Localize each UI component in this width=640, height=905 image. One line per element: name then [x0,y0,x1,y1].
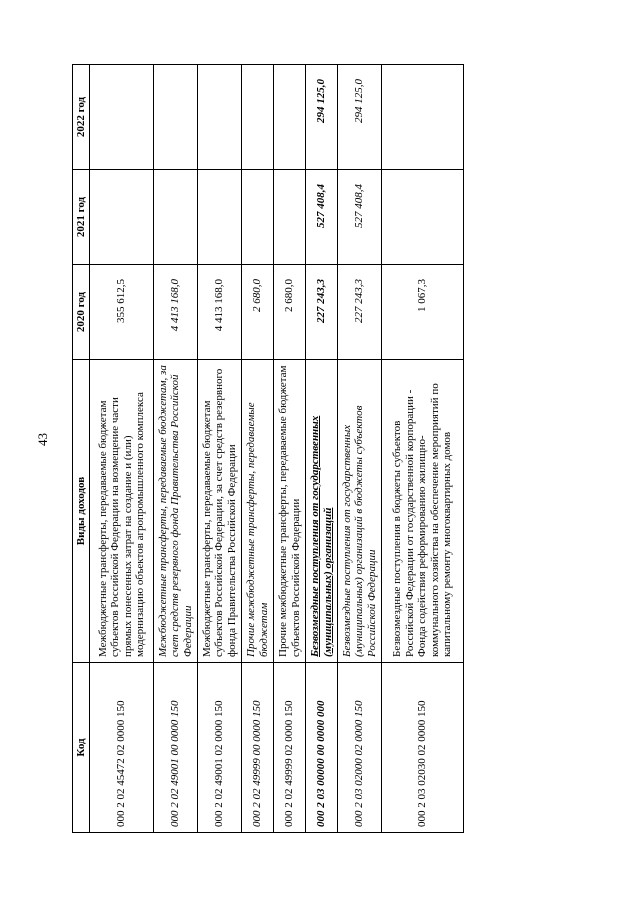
cell-2020: 2 680,0 [274,265,306,360]
cell-2020: 227 243,3 [338,265,382,360]
page-number: 43 [35,433,50,446]
table-header-row [73,65,90,833]
cell-name: Межбюджетные трансферты, передаваемые бюджетам субъектов Российской Федерации, за счет средств резервного фонда Правительства Российской Федерации [198,360,242,663]
table-row [154,65,198,833]
cell-code: 000 2 02 49001 00 0000 150 [154,663,198,833]
revenue-table [72,64,464,833]
revenue-table-container [72,65,463,833]
cell-2022: 294 125,0 [338,65,382,170]
cell-2021 [154,170,198,265]
table-row [90,65,154,833]
cell-name: Безвозмездные поступления от государственных (муниципальных) организаций в бюджеты субъектов Российской Федерации [338,360,382,663]
cell-2022 [198,65,242,170]
header-code: Код [73,663,90,833]
table-row [242,65,274,833]
cell-2021: 527 408,4 [306,170,338,265]
cell-name: Прочие межбюджетные трансферты, передаваемые бюджетам субъектов Российской Федерации [274,360,306,663]
cell-2020: 2 680,0 [242,265,274,360]
table-row [306,65,338,833]
cell-2022 [242,65,274,170]
cell-2022 [90,65,154,170]
header-name: Виды доходов [73,360,90,663]
cell-2020: 4 413 168,0 [198,265,242,360]
header-2020: 2020 год [73,265,90,360]
cell-code: 000 2 03 00000 00 0000 000 [306,663,338,833]
header-2022: 2022 год [73,65,90,170]
cell-name: Безвозмездные поступления от государственных (муниципальных) организаций [306,360,338,663]
cell-2020: 4 413 168,0 [154,265,198,360]
cell-2021 [274,170,306,265]
cell-2020: 355 612,5 [90,265,154,360]
cell-name: Безвозмездные поступления в бюджеты субъектов Российской Федерации от государственной корпорации - Фонда содействия реформированию жилищно-коммунального хозяйства на обеспечение мероприятий по капитальному ремонту многоквартирных домов [382,360,464,663]
cell-name: Межбюджетные трансферты, передаваемые бюджетам субъектов Российской Федерации на возмещение части прямых понесенных затрат на создание и (или) модернизацию объектов агропромышленного комплекса [90,360,154,663]
cell-2020: 227 243,3 [306,265,338,360]
cell-code: 000 2 02 49999 02 0000 150 [274,663,306,833]
table-row [338,65,382,833]
cell-2020: 1 067,3 [382,265,464,360]
table-row [274,65,306,833]
cell-2021 [382,170,464,265]
cell-code: 000 2 03 02030 02 0000 150 [382,663,464,833]
cell-2021: 527 408,4 [338,170,382,265]
cell-code: 000 2 02 45472 02 0000 150 [90,663,154,833]
cell-2022 [154,65,198,170]
cell-code: 000 2 02 49001 02 0000 150 [198,663,242,833]
cell-2022: 294 125,0 [306,65,338,170]
cell-2021 [90,170,154,265]
header-2021: 2021 год [73,170,90,265]
table-row [382,65,464,833]
cell-code: 000 2 03 02000 02 0000 150 [338,663,382,833]
cell-2022 [274,65,306,170]
cell-name: Межбюджетные трансферты, передаваемые бюджетам, за счет средств резервного фонда Правительства Российской Федерации [154,360,198,663]
table-row [198,65,242,833]
cell-2021 [242,170,274,265]
cell-name: Прочие межбюджетные трансферты, передаваемые бюджетам [242,360,274,663]
cell-2021 [198,170,242,265]
cell-code: 000 2 02 49999 00 0000 150 [242,663,274,833]
cell-2022 [382,65,464,170]
